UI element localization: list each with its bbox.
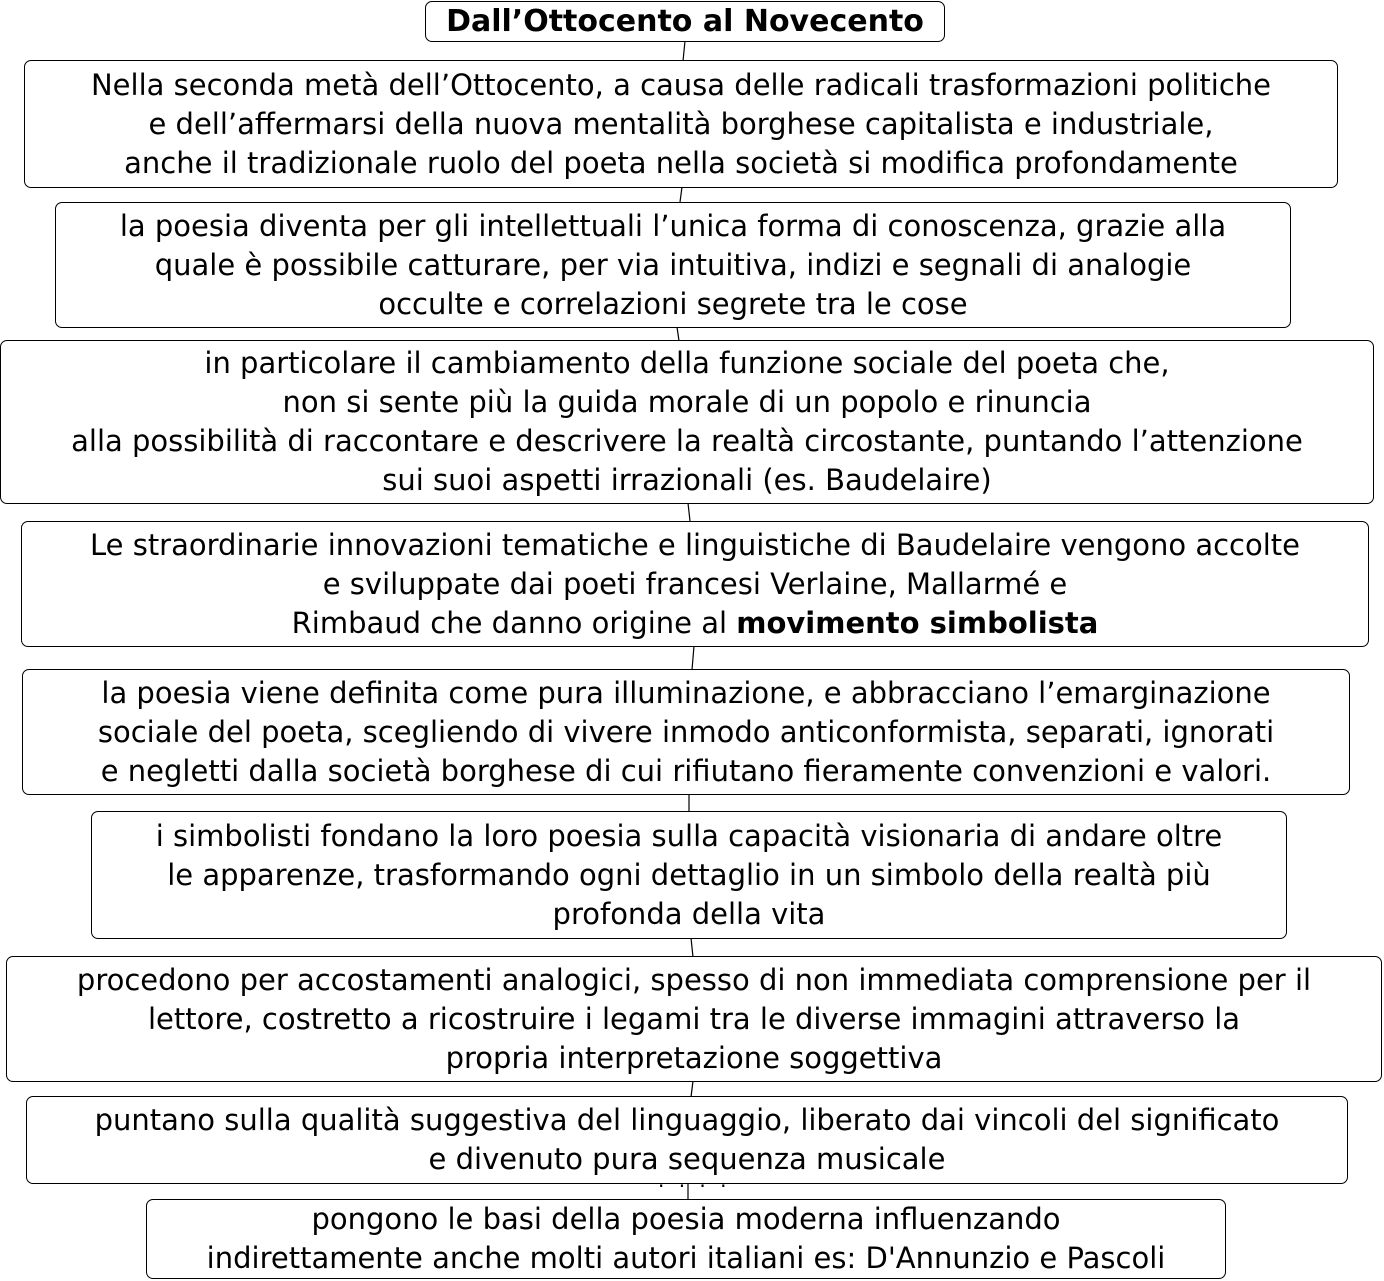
concept-box-poesia-conoscenza [55,202,1291,328]
connector-line [688,503,690,521]
box-text-line: la poesia diventa per gli intellettuali l’unica forma di conoscenza, grazie alla [119,208,1227,243]
box-text-line: non si sente più la guida morale di un popolo e rinuncia [282,385,1092,419]
box-text-line: alla possibilità di raccontare e descrivere la realtà circostante, puntando l’attenzione [71,424,1303,458]
box-text-fragment: Rimbaud che danno origine al [291,605,737,640]
box-text-line: Nella seconda metà dell’Ottocento, a causa delle radicali trasformazioni politiche [90,67,1272,102]
box-text-line: i simbolisti fondano la loro poesia sulla capacità visionaria di andare oltre [155,818,1223,853]
title-text: Dall’Ottocento al Novecento [446,3,924,39]
box-text-line: quale è possibile catturare, per via intuitiva, indizi e segnali di analogie [154,247,1192,282]
concept-box-qualita-suggestiva [26,1096,1348,1184]
box-text-line: e sviluppate dai poeti francesi Verlaine, Mallarmé e [322,566,1068,601]
box-text-line: e negletti dalla società borghese di cui rifiutano fieramente convenzioni e valori. [100,753,1272,788]
concept-box-accostamenti-analogici [6,956,1382,1082]
box-text-line: pongono le basi della poesia moderna influenzando [311,1202,1061,1236]
diagram-title [425,1,945,42]
box-text-line: profonda della vita [552,896,826,931]
box-text-line: puntano sulla qualità suggestiva del linguaggio, liberato dai vincoli del significato [94,1103,1280,1137]
connector-line [677,327,679,341]
box-text-line: lettore, costretto a ricostruire i legami tra le diverse immagini attraverso la [147,1001,1241,1036]
connector-line [691,1081,693,1097]
box-text-line [292,604,1099,643]
concept-box-capacita-visionaria [91,811,1287,939]
bold-term: movimento simbolista [736,605,1099,640]
connector-line [692,646,694,670]
concept-box-ottocento-context [24,60,1338,188]
concept-box-funzione-sociale [0,340,1374,504]
connector-line [683,41,685,61]
concept-box-pura-illuminazione [22,669,1350,795]
box-text-line: la poesia viene definita come pura illuminazione, e abbracciano l’emarginazione [101,675,1271,710]
ellipsis-marker: · · · · [658,1174,731,1198]
box-text-line: indirettamente anche molti autori italiani es: D'Annunzio e Pascoli [206,1241,1166,1275]
box-text-line: occulte e correlazioni segrete tra le cose [378,286,968,321]
box-text-line: sociale del poeta, scegliendo di vivere inmodo anticonformista, separati, ignorati [97,714,1275,749]
box-text-line: e divenuto pura sequenza musicale [428,1142,946,1176]
connector-line [680,187,682,202]
concept-box-movimento-simbolista [21,521,1369,647]
box-text-line: e dell’affermarsi della nuova mentalità borghese capitalista e industriale, [148,106,1214,141]
concept-box-poesia-moderna [146,1199,1226,1279]
box-text-line: le apparenze, trasformando ogni dettaglio in un simbolo della realtà più [167,857,1211,892]
box-text-line: propria interpretazione soggettiva [445,1040,943,1075]
box-text-line: anche il tradizionale ruolo del poeta nella società si modifica profondamente [124,145,1238,180]
box-text-line: Le straordinarie innovazioni tematiche e linguistiche di Baudelaire vengono accolte [90,527,1300,562]
box-text-line: in particolare il cambiamento della funzione sociale del poeta che, [204,346,1170,380]
box-text-line: sui suoi aspetti irrazionali (es. Baudelaire) [382,463,992,497]
connector-line [691,938,693,957]
box-text-line: procedono per accostamenti analogici, spesso di non immediata comprensione per il [76,962,1312,997]
